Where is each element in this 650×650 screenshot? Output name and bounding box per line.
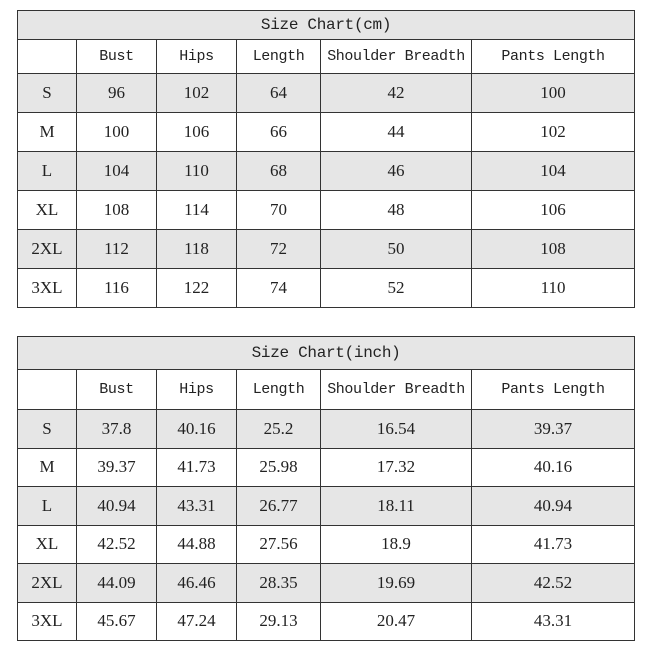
size-label: XL bbox=[18, 191, 77, 230]
shoulder-breadth-value: 42 bbox=[321, 74, 472, 113]
size-label: 2XL bbox=[18, 230, 77, 269]
column-header-hips: Hips bbox=[157, 370, 237, 410]
bust-value: 96 bbox=[77, 74, 157, 113]
pants-length-value: 110 bbox=[472, 269, 635, 308]
length-value: 74 bbox=[237, 269, 321, 308]
table-row bbox=[18, 74, 635, 113]
length-value: 25.2 bbox=[237, 410, 321, 449]
pants-length-value: 41.73 bbox=[472, 525, 635, 564]
length-value: 66 bbox=[237, 113, 321, 152]
hips-value: 110 bbox=[157, 152, 237, 191]
column-header-length: Length bbox=[237, 40, 321, 74]
bust-value: 40.94 bbox=[77, 487, 157, 526]
table-title: Size Chart(inch) bbox=[18, 337, 635, 370]
length-value: 26.77 bbox=[237, 487, 321, 526]
size-label: S bbox=[18, 410, 77, 449]
bust-value: 42.52 bbox=[77, 525, 157, 564]
bust-value: 108 bbox=[77, 191, 157, 230]
bust-value: 45.67 bbox=[77, 602, 157, 641]
size-label: 2XL bbox=[18, 564, 77, 603]
shoulder-breadth-value: 18.9 bbox=[321, 525, 472, 564]
shoulder-breadth-value: 44 bbox=[321, 113, 472, 152]
pants-length-value: 39.37 bbox=[472, 410, 635, 449]
shoulder-breadth-value: 18.11 bbox=[321, 487, 472, 526]
size-chart-cm-table bbox=[17, 10, 635, 308]
table-row bbox=[18, 152, 635, 191]
column-header-length: Length bbox=[237, 370, 321, 410]
column-header-bust: Bust bbox=[77, 40, 157, 74]
length-value: 28.35 bbox=[237, 564, 321, 603]
bust-value: 100 bbox=[77, 113, 157, 152]
hips-value: 122 bbox=[157, 269, 237, 308]
length-value: 72 bbox=[237, 230, 321, 269]
bust-value: 112 bbox=[77, 230, 157, 269]
table-row bbox=[18, 191, 635, 230]
bust-value: 116 bbox=[77, 269, 157, 308]
size-chart-inch-table bbox=[17, 336, 635, 641]
shoulder-breadth-value: 20.47 bbox=[321, 602, 472, 641]
pants-length-value: 40.94 bbox=[472, 487, 635, 526]
shoulder-breadth-value: 50 bbox=[321, 230, 472, 269]
length-value: 70 bbox=[237, 191, 321, 230]
hips-value: 118 bbox=[157, 230, 237, 269]
size-label: XL bbox=[18, 525, 77, 564]
length-value: 25.98 bbox=[237, 448, 321, 487]
pants-length-value: 102 bbox=[472, 113, 635, 152]
pants-length-value: 42.52 bbox=[472, 564, 635, 603]
size-label: M bbox=[18, 448, 77, 487]
pants-length-value: 108 bbox=[472, 230, 635, 269]
column-header-bust: Bust bbox=[77, 370, 157, 410]
size-label: L bbox=[18, 152, 77, 191]
table-title: Size Chart(cm) bbox=[18, 11, 635, 40]
bust-value: 104 bbox=[77, 152, 157, 191]
hips-value: 102 bbox=[157, 74, 237, 113]
hips-value: 41.73 bbox=[157, 448, 237, 487]
bust-value: 44.09 bbox=[77, 564, 157, 603]
length-value: 29.13 bbox=[237, 602, 321, 641]
pants-length-value: 43.31 bbox=[472, 602, 635, 641]
shoulder-breadth-value: 19.69 bbox=[321, 564, 472, 603]
length-value: 68 bbox=[237, 152, 321, 191]
hips-value: 114 bbox=[157, 191, 237, 230]
size-label: S bbox=[18, 74, 77, 113]
hips-value: 40.16 bbox=[157, 410, 237, 449]
shoulder-breadth-value: 46 bbox=[321, 152, 472, 191]
bust-value: 37.8 bbox=[77, 410, 157, 449]
pants-length-value: 40.16 bbox=[472, 448, 635, 487]
size-label: M bbox=[18, 113, 77, 152]
shoulder-breadth-value: 52 bbox=[321, 269, 472, 308]
table-row bbox=[18, 410, 635, 449]
size-label: 3XL bbox=[18, 269, 77, 308]
table-row bbox=[18, 448, 635, 487]
column-header-shoulder-breadth: Shoulder Breadth bbox=[321, 40, 472, 74]
pants-length-value: 104 bbox=[472, 152, 635, 191]
size-label: L bbox=[18, 487, 77, 526]
pants-length-value: 106 bbox=[472, 191, 635, 230]
hips-value: 47.24 bbox=[157, 602, 237, 641]
shoulder-breadth-value: 17.32 bbox=[321, 448, 472, 487]
length-value: 64 bbox=[237, 74, 321, 113]
column-header-shoulder-breadth: Shoulder Breadth bbox=[321, 370, 472, 410]
bust-value: 39.37 bbox=[77, 448, 157, 487]
table-row bbox=[18, 564, 635, 603]
shoulder-breadth-value: 48 bbox=[321, 191, 472, 230]
column-header-hips: Hips bbox=[157, 40, 237, 74]
table-row bbox=[18, 487, 635, 526]
column-header-pants-length: Pants Length bbox=[472, 370, 635, 410]
table-row bbox=[18, 269, 635, 308]
table-row bbox=[18, 602, 635, 641]
table-row bbox=[18, 230, 635, 269]
table-row bbox=[18, 525, 635, 564]
shoulder-breadth-value: 16.54 bbox=[321, 410, 472, 449]
column-header-size bbox=[18, 40, 77, 74]
column-header-size bbox=[18, 370, 77, 410]
length-value: 27.56 bbox=[237, 525, 321, 564]
pants-length-value: 100 bbox=[472, 74, 635, 113]
size-label: 3XL bbox=[18, 602, 77, 641]
hips-value: 44.88 bbox=[157, 525, 237, 564]
hips-value: 43.31 bbox=[157, 487, 237, 526]
hips-value: 46.46 bbox=[157, 564, 237, 603]
table-row bbox=[18, 113, 635, 152]
column-header-pants-length: Pants Length bbox=[472, 40, 635, 74]
hips-value: 106 bbox=[157, 113, 237, 152]
